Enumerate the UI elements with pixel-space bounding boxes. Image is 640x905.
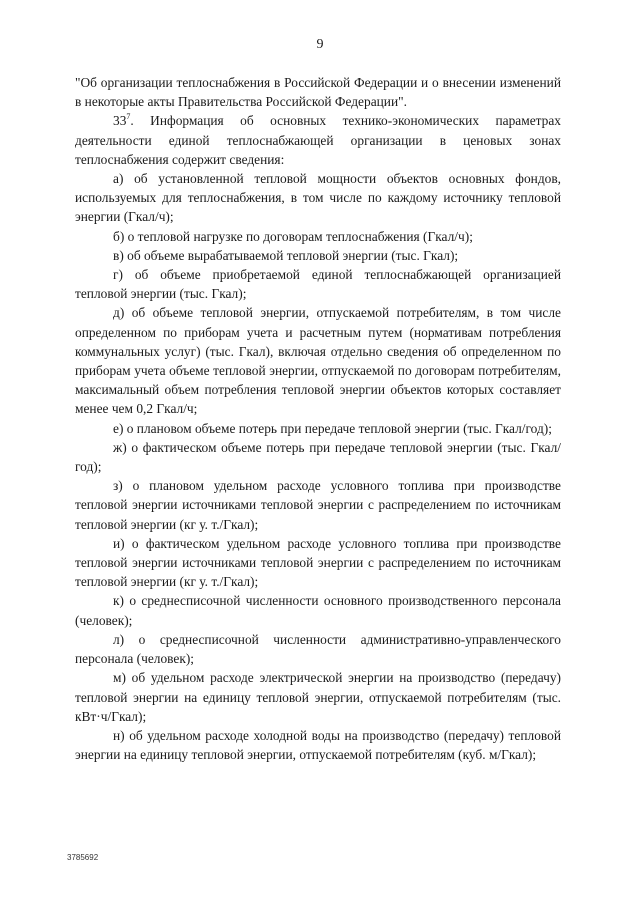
paragraph-item-v: в) об объеме вырабатываемой тепловой энергии (тыс. Гкал);: [113, 247, 459, 263]
paragraph-item-m: м) об удельном расходе электрической энергии на производство (передачу) тепловой энергии на единицу тепловой энергии, отпускаемой потребителям (тыс. кВт·ч/Гкал);: [75, 670, 561, 724]
paragraph-item-g: г) об объеме приобретаемой единой теплоснабжающей организацией тепловой энергии (тыс. Гкал);: [75, 267, 561, 302]
paragraph-item-e: е) о плановом объеме потерь при передаче тепловой энергии (тыс. Гкал/год);: [113, 420, 552, 436]
paragraph-item-b: б) о тепловой нагрузке по договорам теплоснабжения (Гкал/ч);: [113, 228, 473, 244]
document-body: [75, 73, 561, 764]
paragraph-item-k: к) о среднесписочной численности основного производственного персонала (человек);: [75, 593, 561, 628]
paragraph-law-title: "Об организации теплоснабжения в Российской Федерации и о внесении изменений в некоторые акты Правительства Российской Федерации".: [75, 75, 561, 110]
clause-text: . Информация об основных технико-экономических параметрах деятельности единой теплоснабжающей организации в ценовых зонах теплоснабжения содержит сведения:: [75, 113, 561, 167]
paragraph-item-z: з) о плановом удельном расходе условного топлива при производстве тепловой энергии источниками тепловой энергии с распределением по источникам тепловой энергии (кг у. т./Гкал);: [75, 478, 561, 532]
paragraph-item-n: н) об удельном расходе холодной воды на производство (передачу) тепловой энергии на единицу тепловой энергии, отпускаемой потребителям (куб. м/Гкал);: [75, 727, 561, 763]
paragraph-item-l: л) о среднесписочной численности административно-управленческого персонала (человек);: [75, 631, 561, 667]
clause-number: 33: [113, 113, 127, 129]
paragraph-item-zh: ж) о фактическом объеме потерь при передаче тепловой энергии (тыс. Гкал/год);: [75, 439, 561, 475]
paragraph-item-a: а) об установленной тепловой мощности объектов основных фондов, используемых для теплоснабжения, в том числе по каждому источнику тепловой энергии (Гкал/ч);: [75, 171, 561, 225]
page-number: 9: [316, 37, 324, 52]
paragraph-item-d: д) об объеме тепловой энергии, отпускаемой потребителям, в том числе определенном по приборам учета и расчетным путем (нормативам потребления коммунальных услуг) (тыс. Гкал), включая отдельно сведения об определенном по приборам учета объеме тепловой энергии, отпускаемой по договорам потребителям, максимальный объем потребления тепловой энергии объектов которых составляет менее чем 0,2 Гкал/ч;: [75, 305, 561, 417]
paragraph-clause-33-7: [75, 111, 561, 169]
document-code: 3785692: [67, 853, 99, 862]
clause-superscript: 7: [126, 111, 131, 121]
paragraph-item-i: и) о фактическом удельном расходе условного топлива при производстве тепловой энергии источниками тепловой энергии с распределением по источникам тепловой энергии (кг у. т./Гкал);: [75, 535, 561, 590]
